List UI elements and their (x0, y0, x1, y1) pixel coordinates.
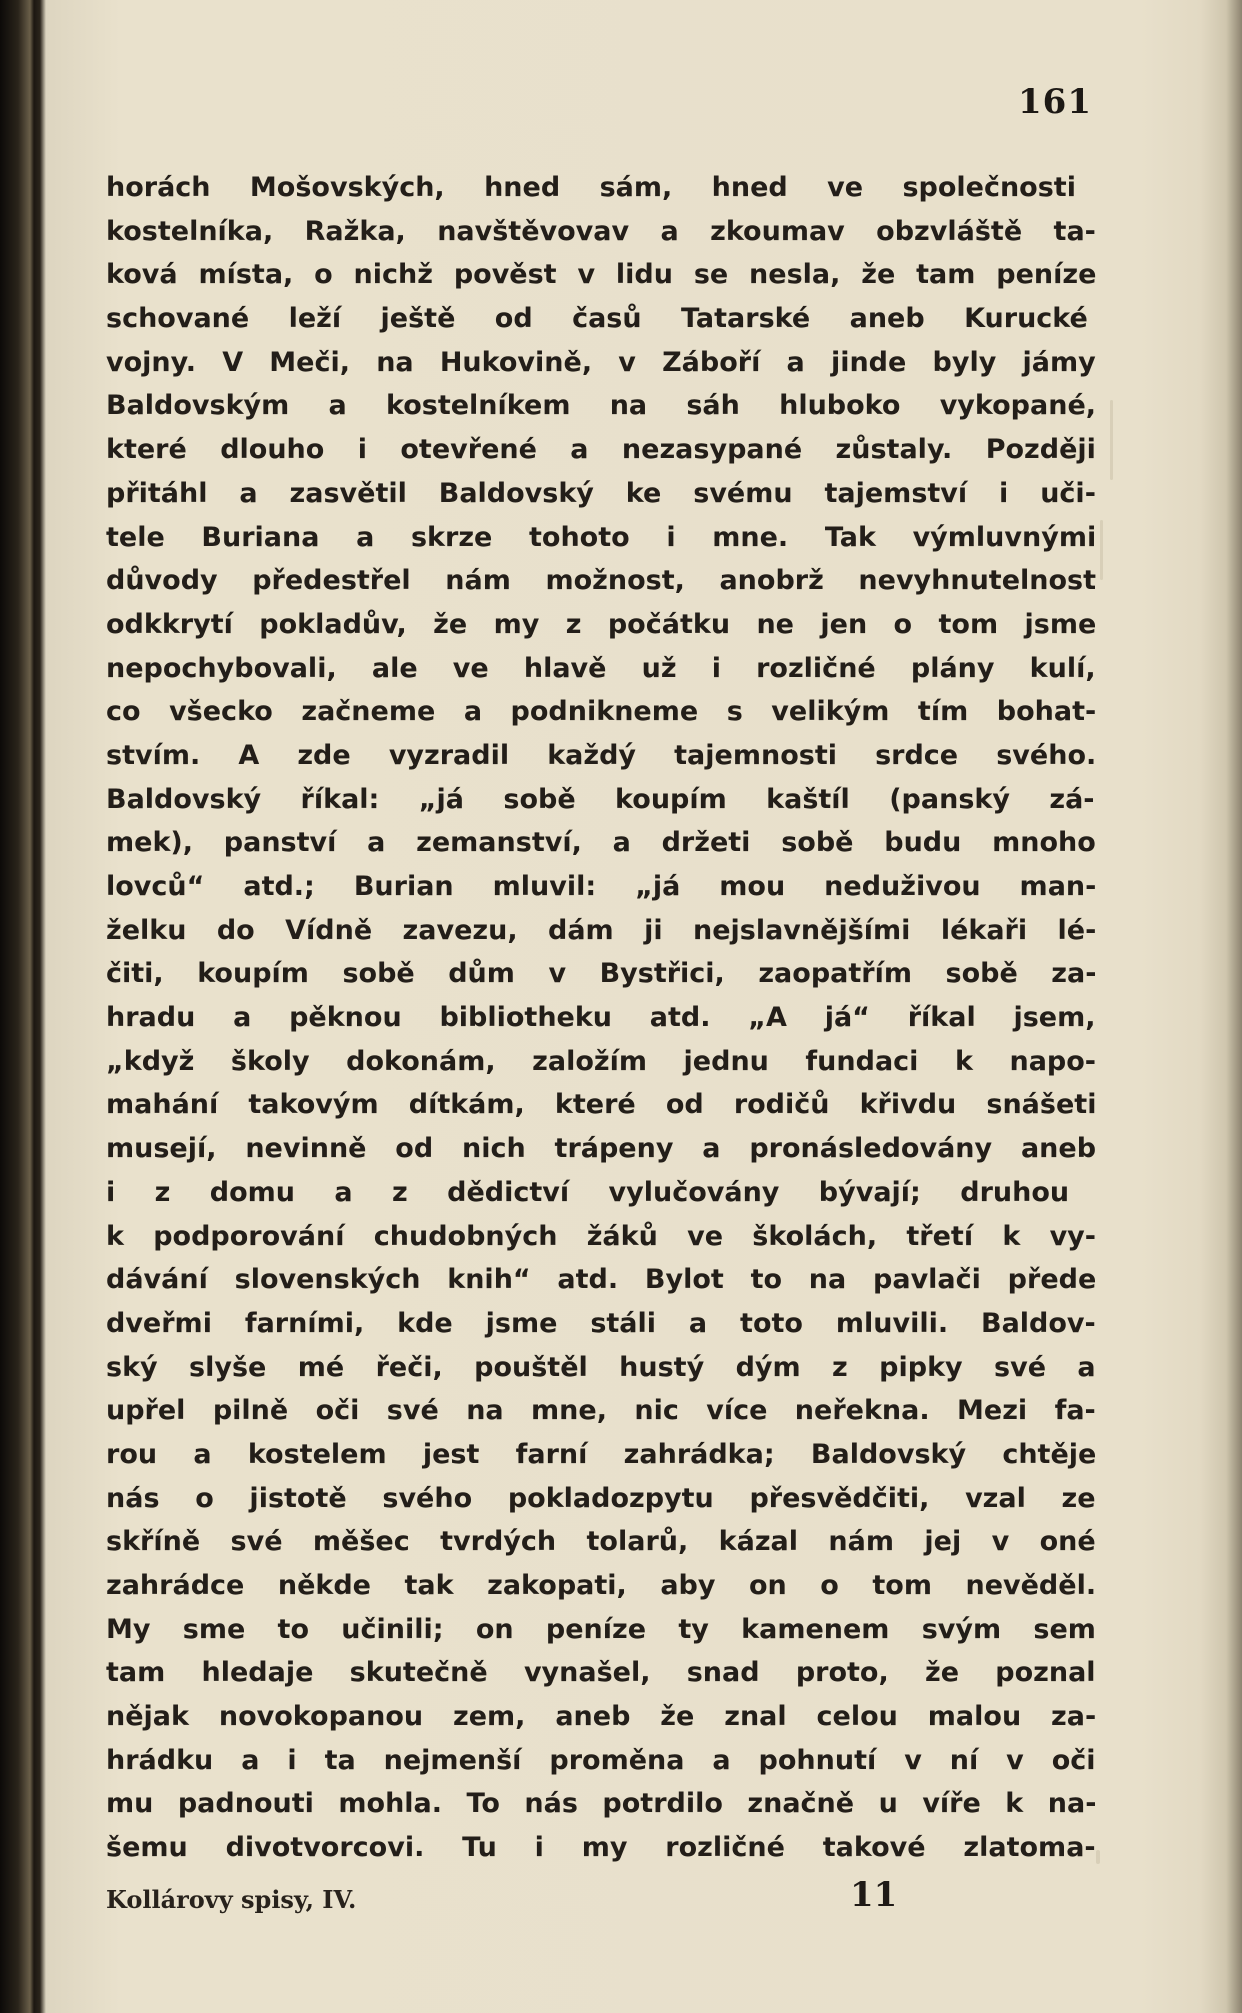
text-line: vojny. V Meči, na Hukovině, v Záboří a jinde byly jámy (106, 346, 1096, 378)
text-line: zahrádce někde tak zakopati, aby on o tom nevěděl. (106, 1570, 1097, 1601)
text-line: ský slyše mé řeči, pouštěl hustý dým z pipky své a (106, 1351, 1096, 1383)
text-line: hrádku a i ta nejmenší proměna a pohnutí v ní v oči (106, 1744, 1096, 1776)
text-line: dveřmi farními, kde jsme stáli a toto mluvili. Baldov- (106, 1307, 1096, 1339)
text-line: Baldovským a kostelníkem na sáh hluboko vykopané, (106, 390, 1097, 422)
text-line: nás o jistotě svého pokladozpytu přesvědčiti, vzal ze (106, 1482, 1096, 1514)
footer-sheet-number: 11 (850, 1875, 898, 1915)
text-line: skříně své měšec tvrdých tolarů, kázal nám jej v oné (106, 1526, 1096, 1558)
text-line: šemu divotvorcovi. Tu i my rozličné takové zlatoma- (106, 1832, 1096, 1864)
text-line: upřel pilně oči své na mne, nic více neřekna. Mezi fa- (106, 1395, 1096, 1427)
text-line: tele Buriana a skrze tohoto i mne. Tak výmluvnými (106, 521, 1097, 553)
text-line: k podporování chudobných žáků ve školách, třetí k vy- (106, 1220, 1096, 1252)
footer-signature: Kollárovy spisy, IV. (106, 1885, 357, 1914)
text-line: lovců“ atd.; Burian mluvil: „já mou neduživou man- (106, 871, 1097, 902)
text-line: Baldovský říkal: „já sobě koupím kaštíl (panský zá- (106, 783, 1095, 815)
text-line: tam hledaje skutečně vynašel, snad proto, že poznal (106, 1657, 1096, 1689)
book-page (46, 0, 1221, 2013)
text-line: mek), panství a zemanství, a držeti sobě budu mnoho (106, 827, 1096, 859)
text-line: co všecko začneme a podnikneme s velikým tím bohat- (106, 696, 1097, 728)
paper-speck (1096, 1850, 1100, 1864)
text-line: nepochybovali, ale ve hlavě už i rozličné plány kulí, (106, 652, 1096, 684)
paper-speck (1110, 400, 1113, 480)
text-line: kostelníka, Ražka, navštěvovav a zkoumav obzvláště ta- (106, 215, 1096, 247)
text-line: mahání takovým dítkám, které od rodičů křivdu snášeti (106, 1089, 1097, 1121)
text-line: odkkrytí pokladův, že my z počátku ne jen o tom jsme (106, 608, 1097, 640)
text-line: přitáhl a zasvětil Baldovský ke svému tajemství i uči- (106, 477, 1096, 509)
text-line: rou a kostelem jest farní zahrádka; Baldovský chtěje (106, 1438, 1097, 1470)
body-text (106, 166, 1096, 1870)
text-line: které dlouho i otevřené a nezasypané zůstaly. Později (106, 434, 1096, 466)
page-number: 161 (1018, 82, 1092, 122)
text-line: „když školy dokonám, založím jednu fundaci k napo- (106, 1045, 1096, 1077)
text-line: stvím. A zde vyzradil každý tajemnosti srdce svého. (106, 739, 1097, 771)
paper-speck (1100, 520, 1103, 580)
text-line: i z domu a z dědictví vylučovány bývají; druhou (106, 1176, 1070, 1208)
text-line: musejí, nevinně od nich trápeny a pronásledovány aneb (106, 1133, 1097, 1165)
text-line: ková místa, o nichž pověst v lidu se nesla, že tam peníze (106, 259, 1097, 291)
text-line: My sme to učinili; on peníze ty kamenem svým sem (106, 1613, 1096, 1645)
text-line: dávání slovenských knih“ atd. Bylot to na pavlači přede (106, 1264, 1097, 1296)
text-line: želku do Vídně zavezu, dám ji nejslavnějšími lékaři lé- (106, 914, 1097, 946)
text-line: důvody předestřel nám možnost, anobrž nevyhnutelnost (106, 565, 1097, 597)
text-line: schované leží ještě od časů Tatarské aneb Kurucké (106, 303, 1088, 335)
text-line: hradu a pěknou bibliotheku atd. „A já“ říkal jsem, (106, 1002, 1096, 1034)
text-line: nějak novokopanou zem, aneb že znal celou malou za- (106, 1701, 1097, 1733)
text-line: mu padnouti mohla. To nás potrdilo značně u víře k na- (106, 1788, 1097, 1820)
text-line: čiti, koupím sobě dům v Bystřici, zaopatřím sobě za- (106, 958, 1097, 990)
text-line: horách Mošovských, hned sám, hned ve společnosti (106, 172, 1076, 203)
